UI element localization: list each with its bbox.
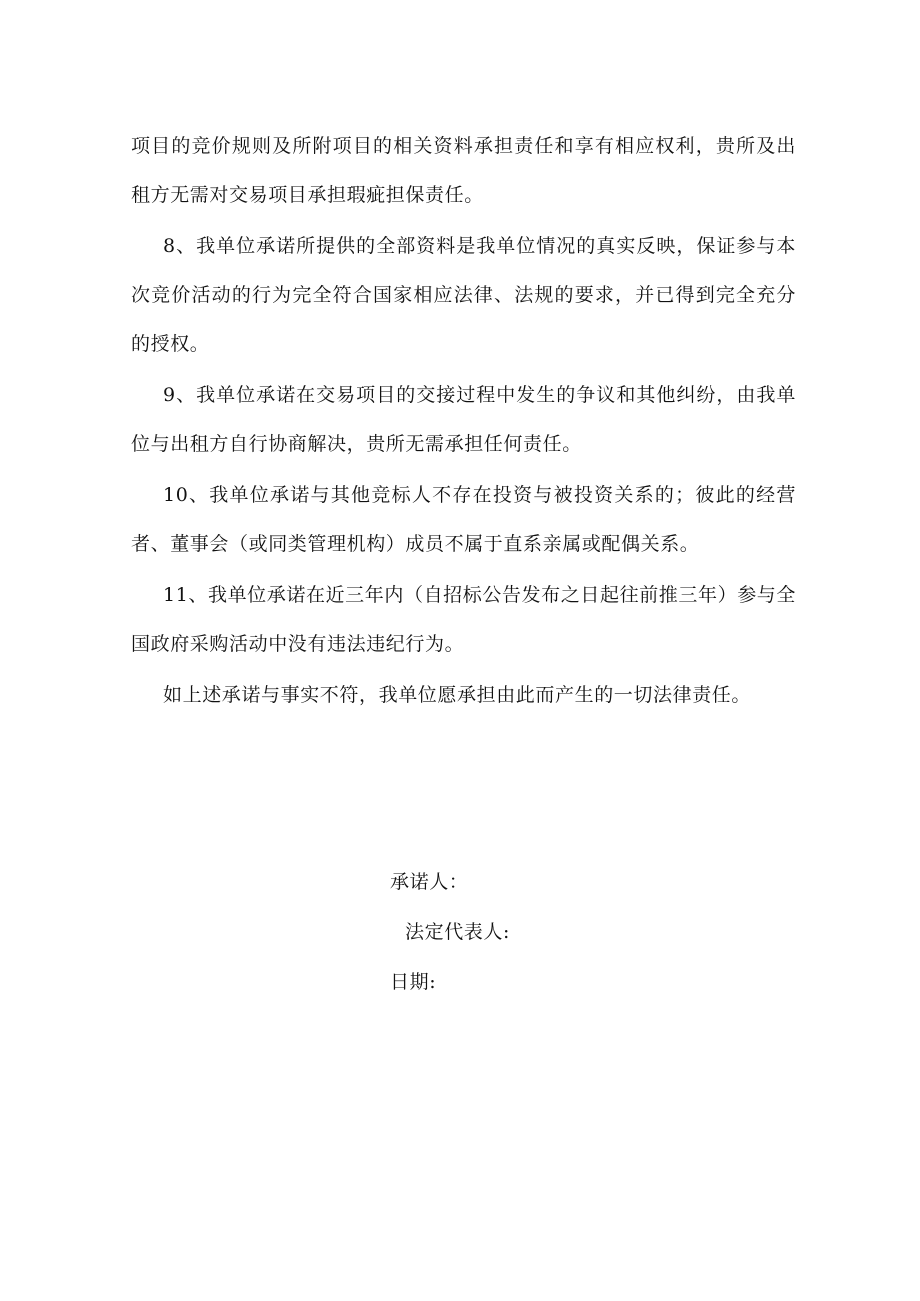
signature-block	[390, 857, 690, 1007]
paragraph-continuation: 项目的竞价规则及所附项目的相关资料承担责任和享有相应权利，贵所及出租方无需对交易项目承担瑕疵担保责任。	[131, 135, 796, 206]
document-body	[131, 122, 796, 720]
paragraph-item-9: 9、我单位承诺在交易项目的交接过程中发生的争议和其他纠纷，由我单位与出租方自行协商解决，贵所无需承担任何责任。	[131, 384, 796, 455]
paragraph-item-8: 8、我单位承诺所提供的全部资料是我单位情况的真实反映，保证参与本次竞价活动的行为完全符合国家相应法律、法规的要求，并已得到完全充分的授权。	[131, 235, 796, 355]
paragraph-item-11: 11、我单位承诺在近三年内（自招标公告发布之日起往前推三年）参与全国政府采购活动中没有违法违纪行为。	[131, 584, 796, 655]
paragraph-liability-statement: 如上述承诺与事实不符，我单位愿承担由此而产生的一切法律责任。	[163, 684, 752, 706]
date-label: 日期:	[390, 971, 437, 993]
paragraph-item-10: 10、我单位承诺与其他竞标人不存在投资与被投资关系的；彼此的经营者、董事会（或同类管理机构）成员不属于直系亲属或配偶关系。	[131, 484, 796, 555]
legal-representative-label: 法定代表人:	[405, 921, 511, 943]
promisor-label: 承诺人：	[390, 871, 469, 893]
